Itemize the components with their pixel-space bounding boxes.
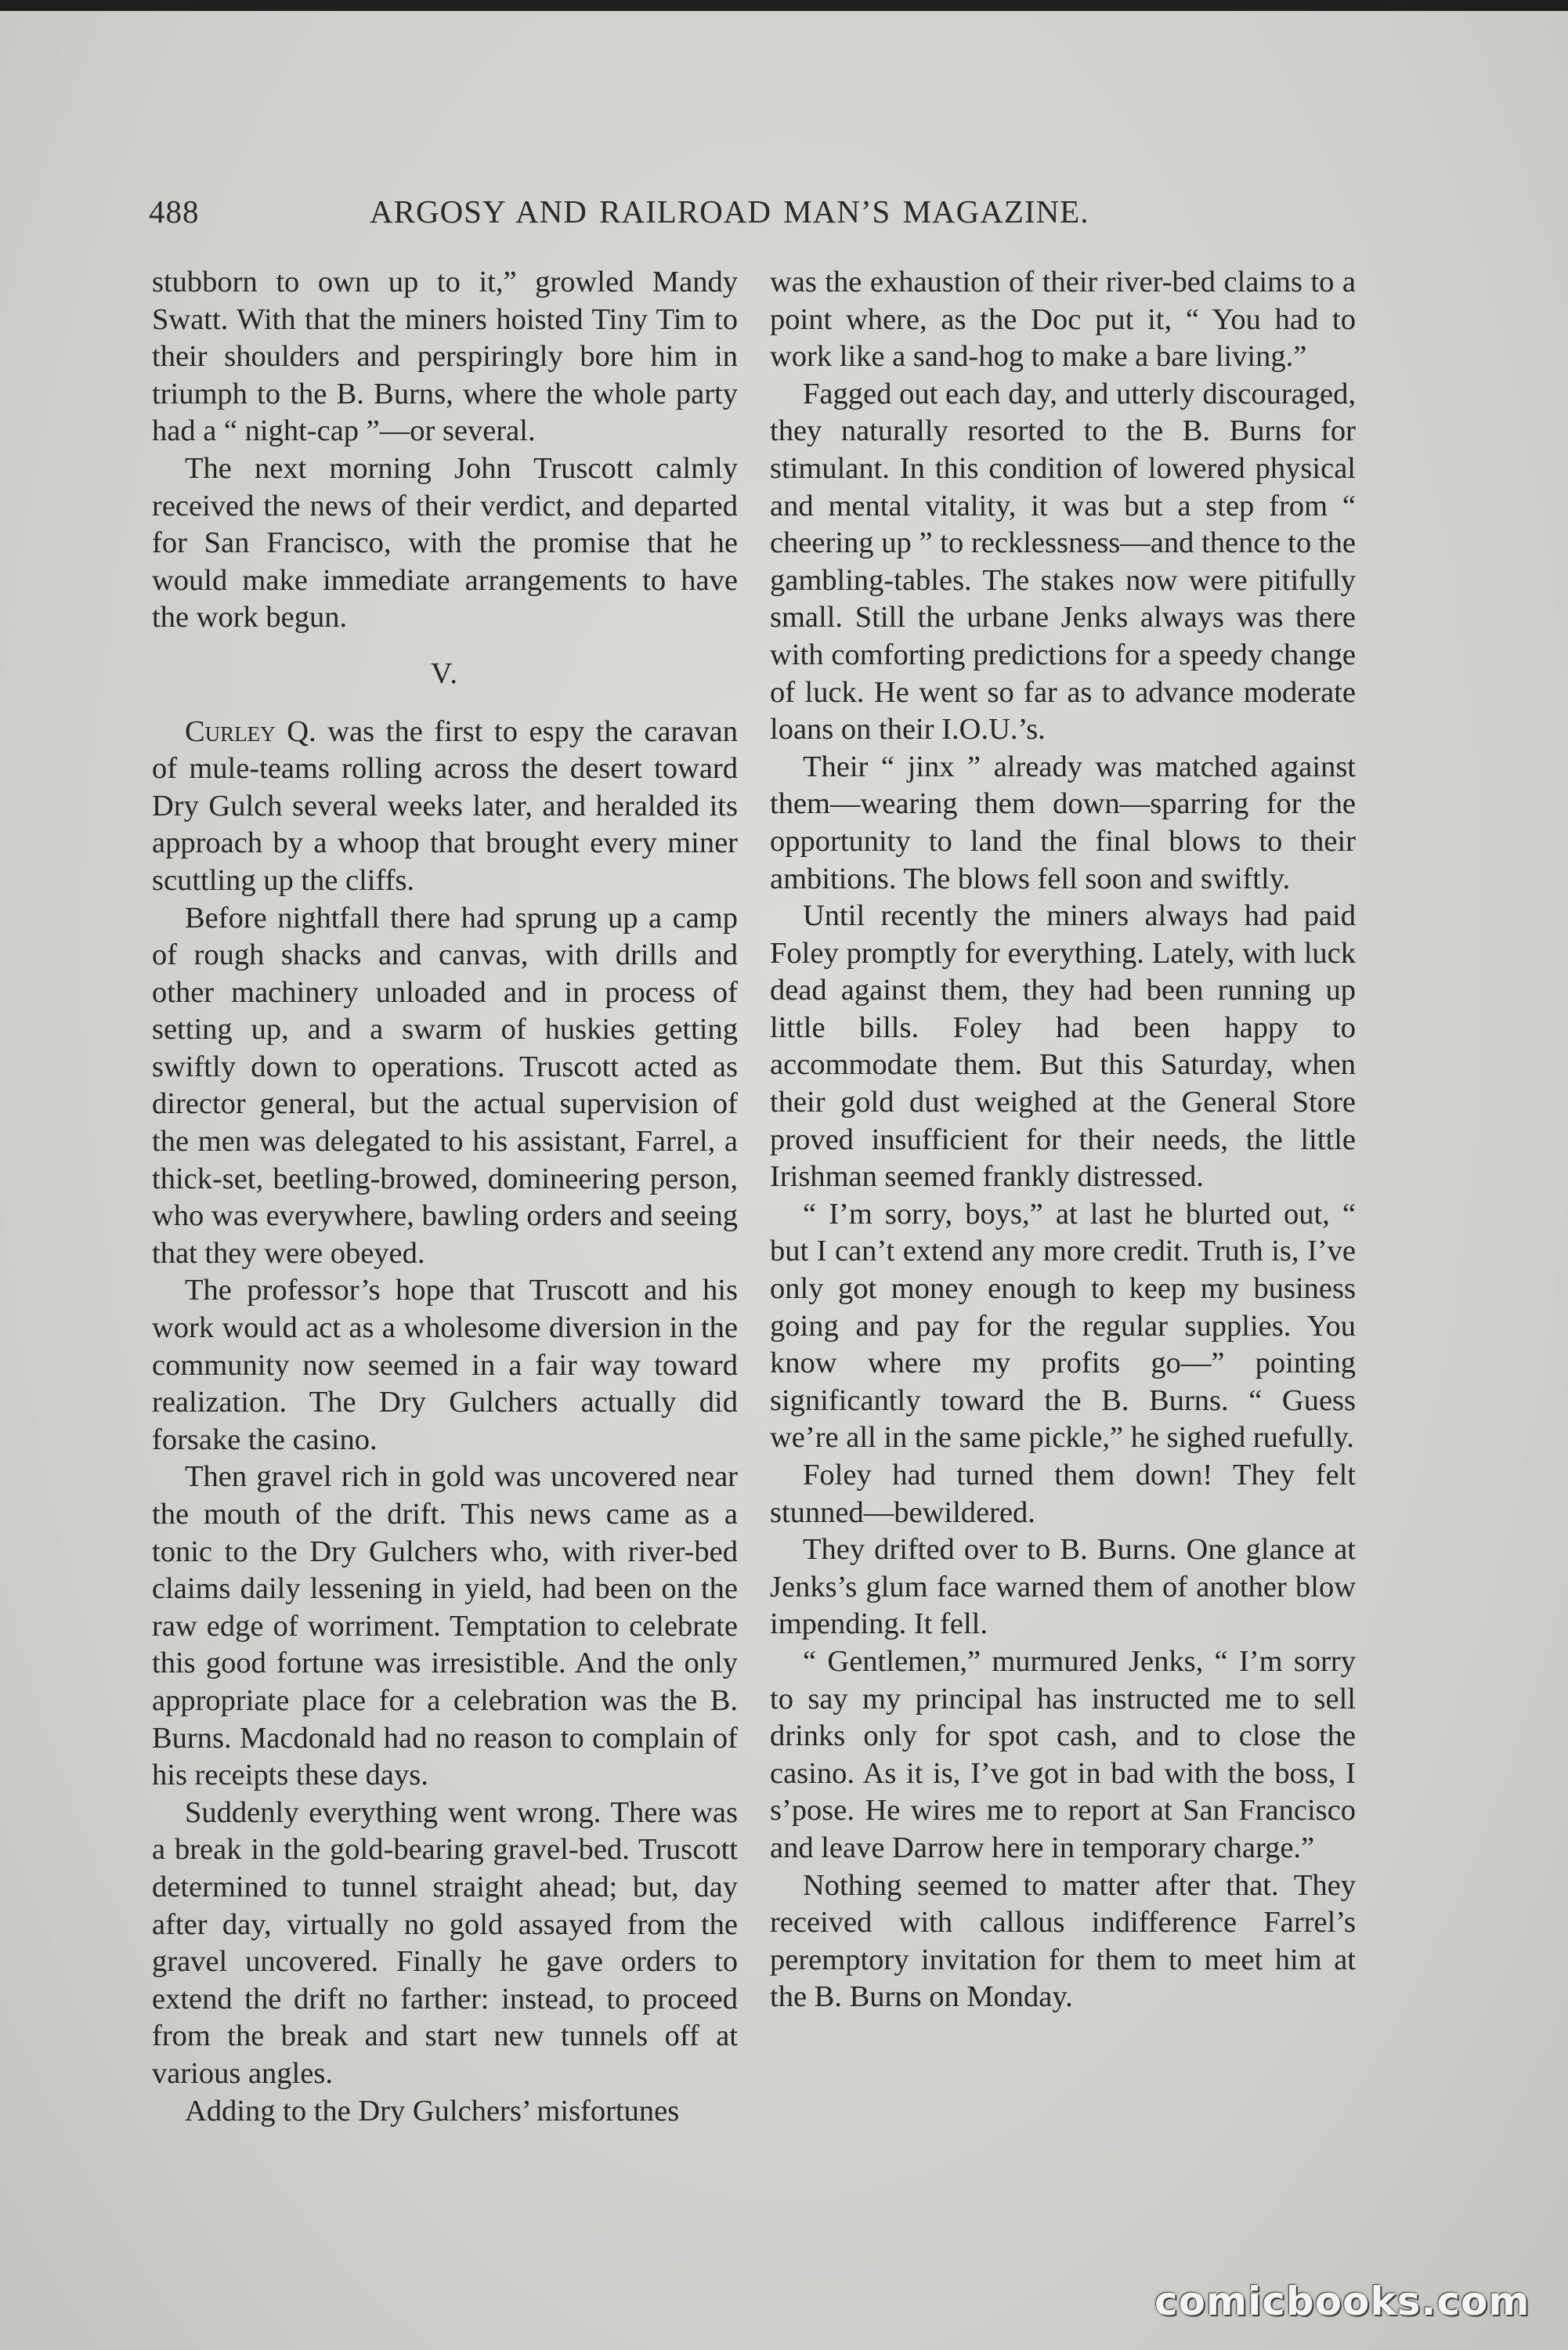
page-header	[149, 193, 1363, 240]
paragraph: stubborn to own up to it,” growled Mandy Swatt. With that the miners hoisted Tiny Tim to their shoulders and perspiringly bore him in triumph to the B. Burns, where the whole party had a “ night-cap ”—or several.	[152, 266, 738, 448]
right-column	[770, 264, 1356, 2016]
paragraph: was the exhaustion of their river-bed claims to a point where, as the Doc put it, “ You had to work like a sand-hog to make a bare living.”	[770, 266, 1356, 374]
paragraph: Before nightfall there had sprung up a camp of rough shacks and canvas, with drills and other machinery unloaded and in process of setting up, and a swarm of huskies getting swiftly down to operations. Truscott acted as director general, but the actual supervision of the men was delegated to his assistant, Farrel, a thick-set, beetling-browed, domineering person, who was everywhere, bawling orders and seeing that they were obeyed.	[152, 901, 738, 1270]
scan-top-border	[0, 0, 1568, 11]
lead-in: Curley Q.	[185, 714, 316, 748]
paragraph: Then gravel rich in gold was uncovered near the mouth of the drift. This news came as a tonic to the Dry Gulchers who, with river-bed claims daily lessening in yield, had been on the raw edge of worriment. Temptation to celebrate this good fortune was irresistible. And the only appropriate place for a celebration was the B. Burns. Macdonald had no reason to complain of his receipts these days.	[152, 1460, 738, 1792]
page-number: 488	[149, 193, 200, 230]
paragraph: The professor’s hope that Truscott and his work would act as a wholesome diversion in the community now seemed in a fair way toward realization. The Dry Gulchers actually did forsake the casino.	[152, 1274, 738, 1456]
paragraph	[152, 714, 738, 900]
running-title: ARGOSY AND RAILROAD MAN’S MAGAZINE.	[370, 193, 1089, 230]
paragraph: Fagged out each day, and utterly discouraged, they naturally resorted to the B. Burns for stimulant. In this condition of lowered physical and mental vitality, it was but a step from “ cheering up ” to recklessness—and thence to the gambling-tables. The stakes now were pitifully small. Still the urbane Jenks always was there with comforting predictions for a speedy change of luck. He went so far as to advance moderate loans on their I.O.U.’s.	[770, 377, 1356, 747]
paragraph: The next morning John Truscott calmly received the news of their verdict, and departed for San Francisco, with the promise that he would make immediate arrangements to have the work begun.	[152, 451, 738, 634]
paragraph: Their “ jinx ” already was matched against them—wearing them down—sparring for the opportunity to land the final blows to their ambitions. The blows fell soon and swiftly.	[770, 750, 1356, 895]
paragraph: Foley had turned them down! They felt stunned—bewildered.	[770, 1459, 1356, 1529]
section-heading: V.	[430, 656, 460, 690]
paragraph: Until recently the miners always had paid Foley promptly for everything. Lately, with luck dead against them, they had been running up little bills. Foley had been happy to accommodate them. But this Saturday, when their gold dust weighed at the General Store proved insufficient for their needs, the little Irishman seemed frankly distressed.	[770, 899, 1356, 1194]
magazine-page	[0, 11, 1568, 2350]
paragraph: Adding to the Dry Gulchers’ misfortunes	[185, 2094, 680, 2128]
paragraph: “ I’m sorry, boys,” at last he blurted out, “ but I can’t extend any more credit. Truth is, I’ve only got money enough to keep my business going and pay for the regular supplies. You know where my profits go—” pointing significantly toward the B. Burns. “ Guess we’re all in the same pickle,” he sighed ruefully.	[770, 1197, 1356, 1455]
paragraph: “ Gentlemen,” murmured Jenks, “ I’m sorry to say my principal has instructed me to sell drinks only for spot cash, and to close the casino. As it is, I’ve got in bad with the boss, I s’pose. He wires me to report at San Francisco and leave Darrow here in temporary charge.”	[770, 1644, 1356, 1864]
paragraph: They drifted over to B. Burns. One glance at Jenks’s glum face warned them of another blow impending. It fell.	[770, 1533, 1356, 1641]
paragraph: Nothing seemed to matter after that. They received with callous indifference Farrel’s peremptory invitation for them to meet him at the B. Burns on Monday.	[770, 1868, 1356, 2014]
left-column	[152, 264, 738, 2130]
paragraph-text: was the first to espy the caravan of mule-teams rolling across the desert toward Dry Gulch several weeks later, and heralded its approach by a whoop that brought every miner scuttling up the cliffs.	[152, 714, 738, 897]
paragraph: Suddenly everything went wrong. There was a break in the gold-bearing gravel-bed. Truscott determined to tunnel straight ahead; but, day after day, virtually no gold assayed from the gravel uncovered. Finally he gave orders to extend the drift no farther: instead, to proceed from the break and start new tunnels off at various angles.	[152, 1795, 738, 2090]
watermark-logo: comicbooks.com	[1154, 2279, 1530, 2324]
